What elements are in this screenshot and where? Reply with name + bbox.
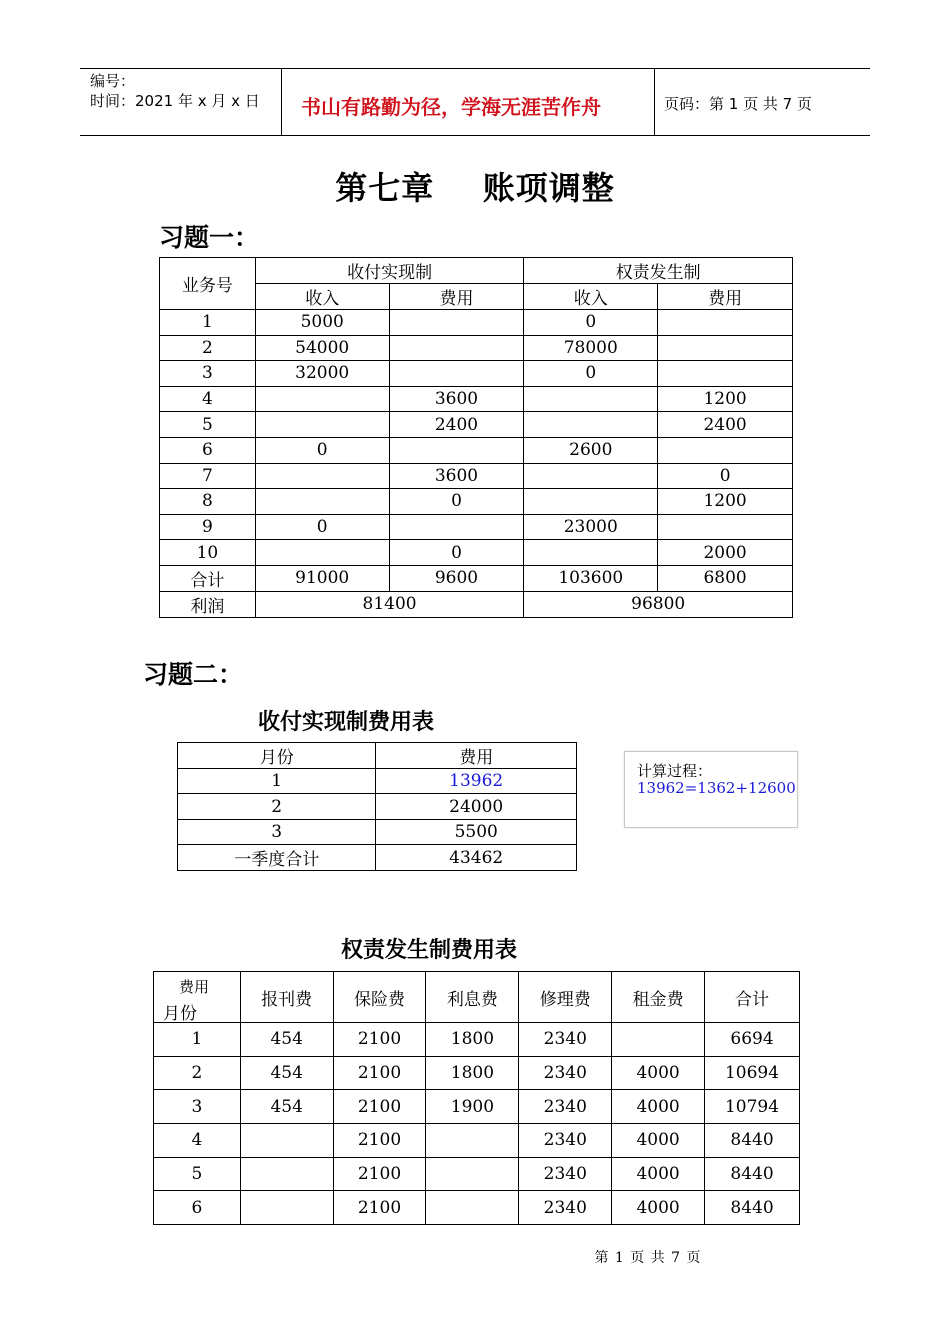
table-cell: 2400 [658,412,793,438]
table-cell: 8 [160,489,256,515]
header-top-rule [80,68,870,69]
calculation-note-box [624,751,798,828]
table-cell [389,310,524,336]
table-row [154,1157,800,1191]
chapter-title: 第七章 账项调整 [335,169,615,207]
table-cell: 454 [240,1023,333,1057]
table-cell: 8440 [705,1191,800,1225]
col-expense: 费用 [376,743,577,769]
table-cell: 1200 [658,489,793,515]
profit-cash: 81400 [255,591,524,617]
table-cell [524,463,658,489]
table-cell: 5500 [376,819,577,844]
calc-label: 计算过程： [637,762,713,780]
table-row [154,1056,800,1090]
table-row [160,412,793,438]
corner-expense-label: 费用 [179,978,210,996]
table-cell: 6 [160,437,256,463]
table-cell: 78000 [524,335,658,361]
table-row [160,463,793,489]
page-footer: 第 1 页 共 7 页 [594,1250,702,1266]
table-row [178,845,577,871]
table-cell: 4 [154,1124,241,1158]
table-cell: 3 [178,819,376,844]
table-cell: 10 [160,540,256,566]
profit-label: 利润 [160,591,256,617]
table-cell [255,386,389,412]
table-cell [389,437,524,463]
accrual-expense-table [153,971,800,1225]
table-cell: 5000 [255,310,389,336]
table-cell: 1 [154,1023,241,1057]
table-cell: 2100 [333,1124,426,1158]
table-cell: 0 [255,437,389,463]
table-cell: 10694 [705,1056,800,1090]
table-cell: 8440 [705,1124,800,1158]
table-cell: 0 [524,310,658,336]
table-row [160,540,793,566]
table-cell: 7 [160,463,256,489]
table-cell [658,310,793,336]
table-cell [389,361,524,387]
table-cell: 5 [160,412,256,438]
header-time: 时间：2021 年 x 月 x 日 [90,92,260,110]
table-cell: 1 [160,310,256,336]
table-row [160,386,793,412]
header-number: 编号： [90,72,136,90]
table-cell: 2340 [519,1124,612,1158]
table-cell: 3 [160,361,256,387]
table-cell: 0 [255,514,389,540]
table-cell: 0 [524,361,658,387]
table-cell [240,1124,333,1158]
table-row [160,437,793,463]
table-row [160,361,793,387]
table-cell [240,1157,333,1191]
table-header-row [160,258,793,284]
header-motto: 书山有路勤为径，学海无涯苦作舟 [301,95,601,119]
profit-row [160,591,793,617]
table-cell: 合计 [160,565,256,591]
table-cell: 2 [160,335,256,361]
table-row [154,1090,800,1124]
table-cell: 6694 [705,1023,800,1057]
table-cell: 1200 [658,386,793,412]
group-cash-basis: 收付实现制 [255,258,524,284]
corner-header-cell [154,972,241,1023]
col-interest-fee: 利息费 [426,972,519,1023]
table-cell: 2100 [333,1056,426,1090]
table-cell: 1900 [426,1090,519,1124]
table-row [160,489,793,515]
table-cell: 一季度合计 [178,845,376,871]
table-cell: 91000 [255,565,389,591]
table-cell [255,540,389,566]
table-cell: 0 [389,540,524,566]
table-row [154,1023,800,1057]
table-row [178,819,577,844]
table-row [160,335,793,361]
table-cell: 5 [154,1157,241,1191]
table-cell: 6800 [658,565,793,591]
table-cell: 3 [154,1090,241,1124]
table-cell: 4000 [612,1157,705,1191]
table-cell: 0 [658,463,793,489]
col-rent-fee: 租金费 [612,972,705,1023]
header-page-number: 页码：第 1 页 共 7 页 [664,95,812,113]
table-cell [426,1124,519,1158]
table-cell: 2 [154,1056,241,1090]
table-row [178,769,577,794]
table-cell: 23000 [524,514,658,540]
table-cell [658,361,793,387]
exercise2-heading: 习题二： [143,660,244,689]
col-month: 月份 [178,743,376,769]
table-cell: 454 [240,1090,333,1124]
table-cell [524,489,658,515]
header-divider-left [281,68,282,136]
table-cell: 9600 [389,565,524,591]
table-cell: 2400 [389,412,524,438]
table-cell: 2100 [333,1191,426,1225]
group-accrual-basis: 权责发生制 [524,258,793,284]
table-cell: 32000 [255,361,389,387]
table-cell [255,463,389,489]
col-insurance-fee: 保险费 [333,972,426,1023]
sub-expense: 费用 [658,284,793,310]
table-cell [658,437,793,463]
table-header-row [154,972,800,1023]
table-cell: 2340 [519,1056,612,1090]
table-cell [612,1023,705,1057]
table-cell [658,335,793,361]
sub-expense: 费用 [389,284,524,310]
table-header-row [178,743,577,769]
table-cell: 43462 [376,845,577,871]
table-cell [255,489,389,515]
table-cell [426,1157,519,1191]
table-row [160,310,793,336]
col-newspaper-fee: 报刊费 [240,972,333,1023]
table-cell: 103600 [524,565,658,591]
col-total: 合计 [705,972,800,1023]
sub-income: 收入 [524,284,658,310]
table-cell: 0 [389,489,524,515]
table-cell: 4000 [612,1056,705,1090]
table-cell: 9 [160,514,256,540]
table-cell: 2 [178,794,376,819]
cash-expense-table-title: 收付实现制费用表 [258,710,435,735]
table-cell: 54000 [255,335,389,361]
table-cell: 8440 [705,1157,800,1191]
header-divider-right [654,68,655,136]
table-cell: 4 [160,386,256,412]
table-cell: 1800 [426,1023,519,1057]
table-cell [524,540,658,566]
table-cell: 6 [154,1191,241,1225]
table-cell: 3600 [389,386,524,412]
table-cell: 2340 [519,1157,612,1191]
exercise1-table [159,257,793,618]
table-cell: 3600 [389,463,524,489]
table-cell: 2100 [333,1157,426,1191]
col-business-number: 业务号 [160,258,256,310]
table-cell: 2000 [658,540,793,566]
header-bottom-rule [80,135,870,136]
cash-expense-table [177,742,577,871]
profit-accrual: 96800 [524,591,793,617]
table-row [154,1124,800,1158]
table-cell: 4000 [612,1124,705,1158]
table-cell [524,412,658,438]
table-cell: 2100 [333,1023,426,1057]
table-cell: 1 [178,769,376,794]
table-cell [240,1191,333,1225]
table-cell: 24000 [376,794,577,819]
table-row [160,565,793,591]
col-repair-fee: 修理费 [519,972,612,1023]
table-cell: 2340 [519,1191,612,1225]
table-cell [389,335,524,361]
table-row [154,1191,800,1225]
table-cell [524,386,658,412]
table-cell: 2340 [519,1023,612,1057]
table-cell: 13962 [376,769,577,794]
accrual-expense-table-title: 权责发生制费用表 [341,938,518,963]
table-cell: 10794 [705,1090,800,1124]
table-cell: 2100 [333,1090,426,1124]
table-cell [389,514,524,540]
table-subheader-row [160,284,793,310]
table-cell [255,412,389,438]
corner-month-label: 月份 [163,1004,197,1024]
table-cell: 4000 [612,1090,705,1124]
calc-formula: 13962=1362+12600 [637,779,796,797]
table-cell: 2600 [524,437,658,463]
table-cell: 2340 [519,1090,612,1124]
table-cell: 1800 [426,1056,519,1090]
table-cell: 4000 [612,1191,705,1225]
table-row [178,794,577,819]
exercise1-heading: 习题一： [159,223,260,252]
table-cell: 454 [240,1056,333,1090]
sub-income: 收入 [255,284,389,310]
table-cell [426,1191,519,1225]
table-cell [658,514,793,540]
table-row [160,514,793,540]
